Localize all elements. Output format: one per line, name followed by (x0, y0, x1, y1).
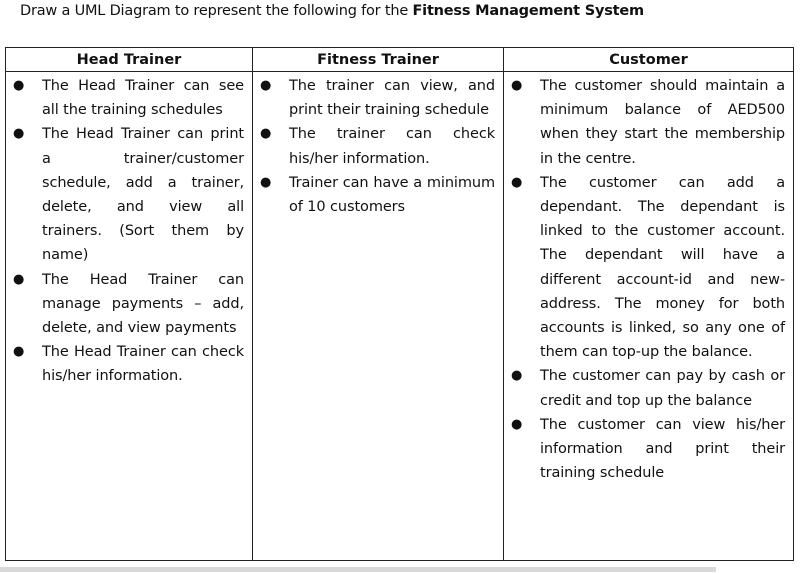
list-item-text: The Head Trainer can check his/her information. (42, 344, 244, 385)
requirements-table (5, 47, 794, 561)
list-item-text: The customer should maintain a minimum balance of AED500 when they start the membership in the centre. (540, 78, 785, 167)
list-item (6, 340, 252, 388)
bullet-icon: ● (13, 344, 25, 360)
bullet-icon: ● (511, 368, 523, 384)
bullet-icon: ● (511, 416, 523, 432)
fitness-trainer-cell (253, 72, 504, 561)
header-fitness-trainer: Fitness Trainer (253, 48, 504, 72)
task-heading (20, 3, 644, 19)
header-customer: Customer (504, 48, 794, 72)
list-item (253, 122, 503, 170)
bullet-icon: ● (511, 78, 523, 93)
list-item (6, 122, 252, 267)
bullet-icon: ● (13, 271, 25, 287)
page-divider (0, 567, 716, 572)
customer-cell (504, 72, 794, 561)
table-body-row (6, 72, 794, 561)
list-item (6, 268, 252, 341)
list-item (504, 413, 793, 486)
list-item (6, 74, 252, 122)
system-name: Fitness Management System (412, 3, 644, 19)
table-header-row (6, 48, 794, 72)
list-item-text: Trainer can have a minimum of 10 customers (289, 174, 495, 216)
heading-text: Draw a UML Diagram to represent the following for the (20, 3, 413, 19)
list-item-text: The trainer can check his/her information. (289, 126, 495, 167)
bullet-icon: ● (511, 174, 523, 190)
bullet-icon: ● (13, 78, 25, 93)
bullet-icon: ● (260, 78, 272, 93)
header-head-trainer: Head Trainer (6, 48, 253, 72)
list-item-text: The customer can pay by cash or credit and top up the balance (540, 368, 785, 409)
list-item-text: The Head Trainer can see all the training schedules (42, 78, 244, 119)
list-item-text: The Head Trainer can print a trainer/customer schedule, add a trainer, delete, and view all trainers. (Sort them by name) (42, 126, 244, 264)
list-item-text: The customer can view his/her information and print their training schedule (540, 416, 785, 482)
list-item (253, 171, 503, 219)
bullet-icon: ● (13, 126, 25, 142)
list-item (253, 74, 503, 122)
fitness-trainer-list (253, 74, 503, 219)
customer-list (504, 74, 793, 485)
list-item-text: The trainer can view, and print their training schedule (289, 78, 495, 119)
bullet-icon: ● (260, 174, 272, 190)
list-item (504, 74, 793, 171)
list-item (504, 171, 793, 365)
bullet-icon: ● (260, 126, 272, 142)
head-trainer-cell (6, 72, 253, 561)
list-item-text: The Head Trainer can manage payments – add, delete, and view payments (42, 271, 244, 337)
list-item (504, 364, 793, 412)
head-trainer-list (6, 74, 252, 389)
list-item-text: The customer can add a dependant. The dependant is linked to the customer account. The dependant will have a different account-id and new- address. The money for both accounts is linked, so any one of them can top-up the balance. (540, 174, 785, 361)
